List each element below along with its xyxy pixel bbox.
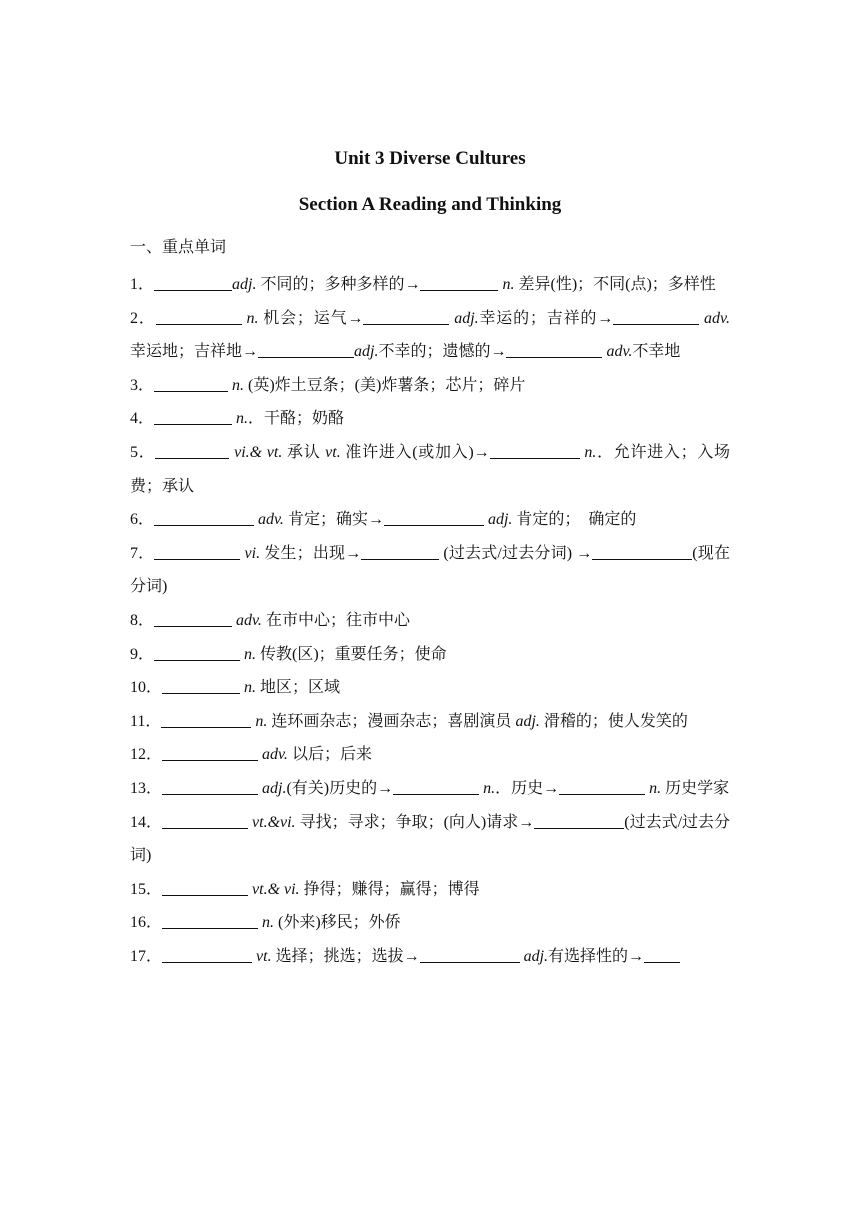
list-item: 1． adj. 不同的；多种多样的→ n. 差异(性)；不同(点)；多样性 — [130, 268, 730, 302]
answer-blank[interactable] — [162, 776, 258, 795]
answer-blank[interactable] — [162, 910, 258, 929]
answer-blank[interactable] — [420, 944, 520, 963]
answer-blank[interactable] — [420, 272, 498, 291]
answer-blank[interactable] — [162, 877, 248, 896]
answer-blank[interactable] — [592, 541, 692, 560]
unit-title: Unit 3 Diverse Cultures — [334, 148, 526, 169]
answer-blank[interactable] — [161, 709, 251, 728]
list-item: 14． vt.&vi. 寻找；寻求；争取；(向人)请求→ (过去式/过去分词) — [130, 806, 730, 873]
answer-blank[interactable] — [162, 810, 248, 829]
list-item: 17． vt. 选择；挑选；选拔→ adj.有选择性的→ — [130, 940, 730, 974]
answer-blank[interactable] — [154, 373, 228, 392]
section-title: Section A Reading and Thinking — [298, 194, 562, 215]
answer-blank[interactable] — [258, 339, 354, 358]
answer-blank[interactable] — [613, 306, 699, 325]
list-item: 10． n. 地区；区域 — [130, 671, 730, 705]
list-item: 11． n. 连环画杂志；漫画杂志；喜剧演员 adj. 滑稽的；使人发笑的 — [130, 705, 730, 739]
answer-blank[interactable] — [162, 944, 252, 963]
answer-blank[interactable] — [154, 272, 232, 291]
list-item: 8． adv. 在市中心；往市中心 — [130, 604, 730, 638]
answer-blank[interactable] — [490, 440, 580, 459]
list-item: 2． n. 机会；运气→ adj.幸运的；吉祥的→ adv.幸运地；吉祥地→ adj.不幸的；遗憾的→ adv.不幸地 — [130, 302, 730, 369]
list-item: 16． n. (外来)移民；外侨 — [130, 906, 730, 940]
vocabulary-list — [130, 268, 730, 973]
answer-blank[interactable] — [534, 810, 624, 829]
list-item: 7． vi. 发生；出现→ (过去式/过去分词) → (现在分词) — [130, 537, 730, 604]
answer-blank[interactable] — [154, 541, 240, 560]
answer-blank[interactable] — [154, 406, 232, 425]
list-item: 15． vt.& vi. 挣得；赚得；赢得；博得 — [130, 873, 730, 907]
answer-blank[interactable] — [506, 339, 602, 358]
answer-blank[interactable] — [155, 440, 229, 459]
answer-blank[interactable] — [559, 776, 645, 795]
answer-blank[interactable] — [156, 306, 242, 325]
list-item: 9． n. 传教(区)；重要任务；使命 — [130, 638, 730, 672]
list-item: 4． n.．干酪；奶酪 — [130, 402, 730, 436]
answer-blank[interactable] — [154, 507, 254, 526]
section-heading: 一、重点单词 — [130, 239, 227, 256]
list-item: 3． n. (英)炸土豆条；(美)炸薯条；芯片；碎片 — [130, 369, 730, 403]
list-item: 5． vi.& vt. 承认 vt. 准许进入(或加入)→ n.．允许进入；入场费；承认 — [130, 436, 730, 503]
list-item: 12． adv. 以后；后来 — [130, 738, 730, 772]
answer-blank[interactable] — [162, 742, 258, 761]
answer-blank[interactable] — [644, 944, 680, 963]
list-item: 6． adv. 肯定；确实→ adj. 肯定的； 确定的 — [130, 503, 730, 537]
answer-blank[interactable] — [361, 541, 439, 560]
list-item: 13． adj.(有关)历史的→ n.．历史→ n. 历史学家 — [130, 772, 730, 806]
answer-blank[interactable] — [154, 642, 240, 661]
answer-blank[interactable] — [162, 675, 240, 694]
answer-blank[interactable] — [363, 306, 449, 325]
answer-blank[interactable] — [393, 776, 479, 795]
answer-blank[interactable] — [384, 507, 484, 526]
answer-blank[interactable] — [154, 608, 232, 627]
